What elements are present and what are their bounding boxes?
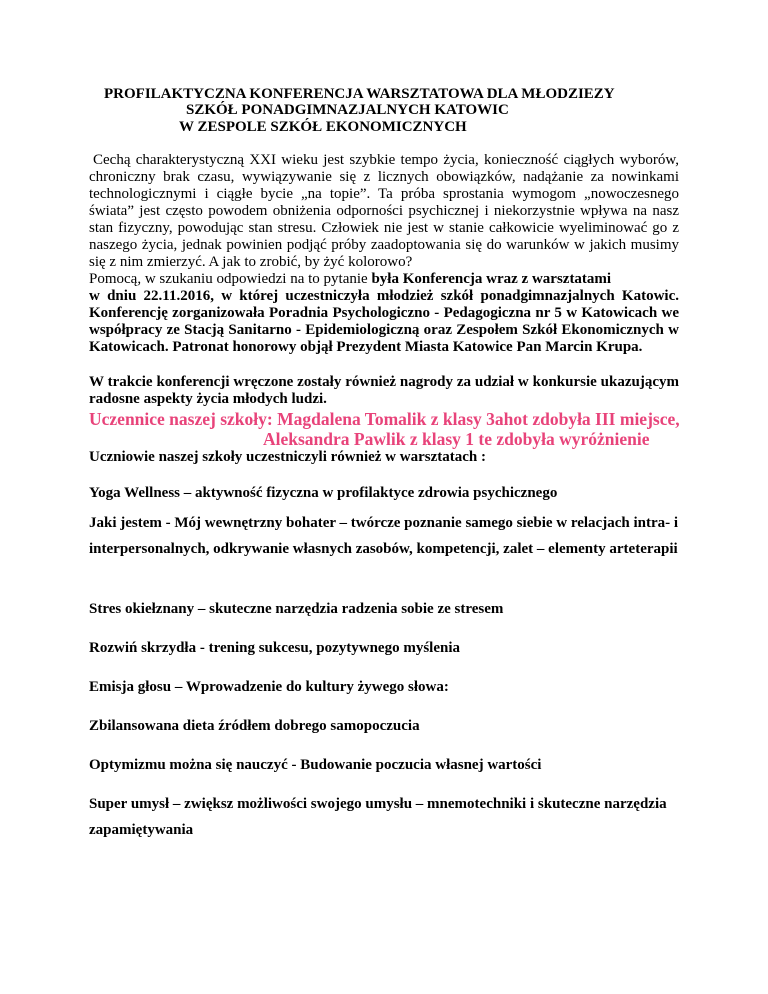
intro-answer-line [89, 271, 679, 288]
page-title-line-3: W ZESPOLE SZKÓŁ EKONOMICZNYCH [179, 119, 467, 135]
intro-paragraph: Cechą charakterystyczną XXI wieku jest szybkie tempo życia, konieczność ciągłych wyborów, chroniczny brak czasu, wywiązywanie się z licznych obowiązków, nadążanie za nowinkami technologicznymi i ciągłe bycie „na topie”. Ta próba sprostania wymogom „nowoczesnego świata” jest często powodem obniżenia odporności psychicznej i niekorzystnie wpływa na nasz stan fizyczny, powodując stan stresu. Człowiek nie jest w stanie całkowicie wyeliminować go z naszego życia, jednak powinien podjąć próby zaadoptowania się do warunków w jakich musimy się z nim zmierzyć. A jak to zrobić, by żyć kolorowo? [89, 152, 679, 270]
workshop-item: Super umysł – zwiększ możliwości swojego umysłu – mnemotechniki i skuteczne narzędzia zapamiętywania [89, 796, 667, 838]
workshop-item: Stres okiełznany – skuteczne narzędzia radzenia sobie ze stresem [89, 601, 504, 617]
page-title-line-1: PROFILAKTYCZNA KONFERENCJA WARSZTATOWA DLA MŁODZIEZY [104, 86, 615, 102]
page-title-line-2: SZKÓŁ PONADGIMNAZJALNYCH KATOWIC [186, 102, 509, 118]
award-line-1: Uczennice naszej szkoły: Magdalena Tomalik z klasy 3ahot zdobyła III miejsce, [89, 409, 680, 429]
workshop-item: Rozwiń skrzydła - trening sukcesu, pozytywnego myślenia [89, 640, 460, 656]
awards-intro: W trakcie konferencji wręczone zostały również nagrody za udział w konkursie ukazującym radosne aspekty życia młodych ludzi. [89, 374, 679, 407]
award-line-2: Aleksandra Pawlik z klasy 1 te zdobyła wyróżnienie [263, 429, 650, 449]
workshops-intro: Uczniowie naszej szkoły uczestniczyli również w warsztatach : [89, 449, 486, 465]
conference-details: w dniu 22.11.2016, w której uczestniczyła młodzież szkół ponadgimnazjalnych Katowic. Konferencję zorganizowała Poradnia Psychologiczno - Pedagogiczna nr 5 w Katowicach we współpracy ze Stacją Sanitarno - Epidemiologiczną oraz Zespołem Szkół Ekonomicznych w Katowicach. Patronat honorowy objął Prezydent Miasta Katowice Pan Marcin Krupa. [89, 288, 679, 355]
workshop-item: Jaki jestem - Mój wewnętrzny bohater – twórcze poznanie samego siebie w relacjach intra- i interpersonalnych, odkrywanie własnych zasobów, kompetencji, zalet – elementy arteterapii [89, 515, 679, 557]
workshop-item: Emisja głosu – Wprowadzenie do kultury żywego słowa: [89, 679, 449, 695]
workshop-item: Optymizmu można się nauczyć - Budowanie poczucia własnej wartości [89, 757, 542, 773]
workshop-item: Zbilansowana dieta źródłem dobrego samopoczucia [89, 718, 420, 734]
workshop-item: Yoga Wellness – aktywność fizyczna w profilaktyce zdrowia psychicznego [89, 485, 558, 501]
intro-answer-bold: była Konferencja wraz z warsztatami [371, 271, 612, 287]
intro-answer-plain: Pomocą, w szukaniu odpowiedzi na to pytanie [89, 271, 372, 287]
